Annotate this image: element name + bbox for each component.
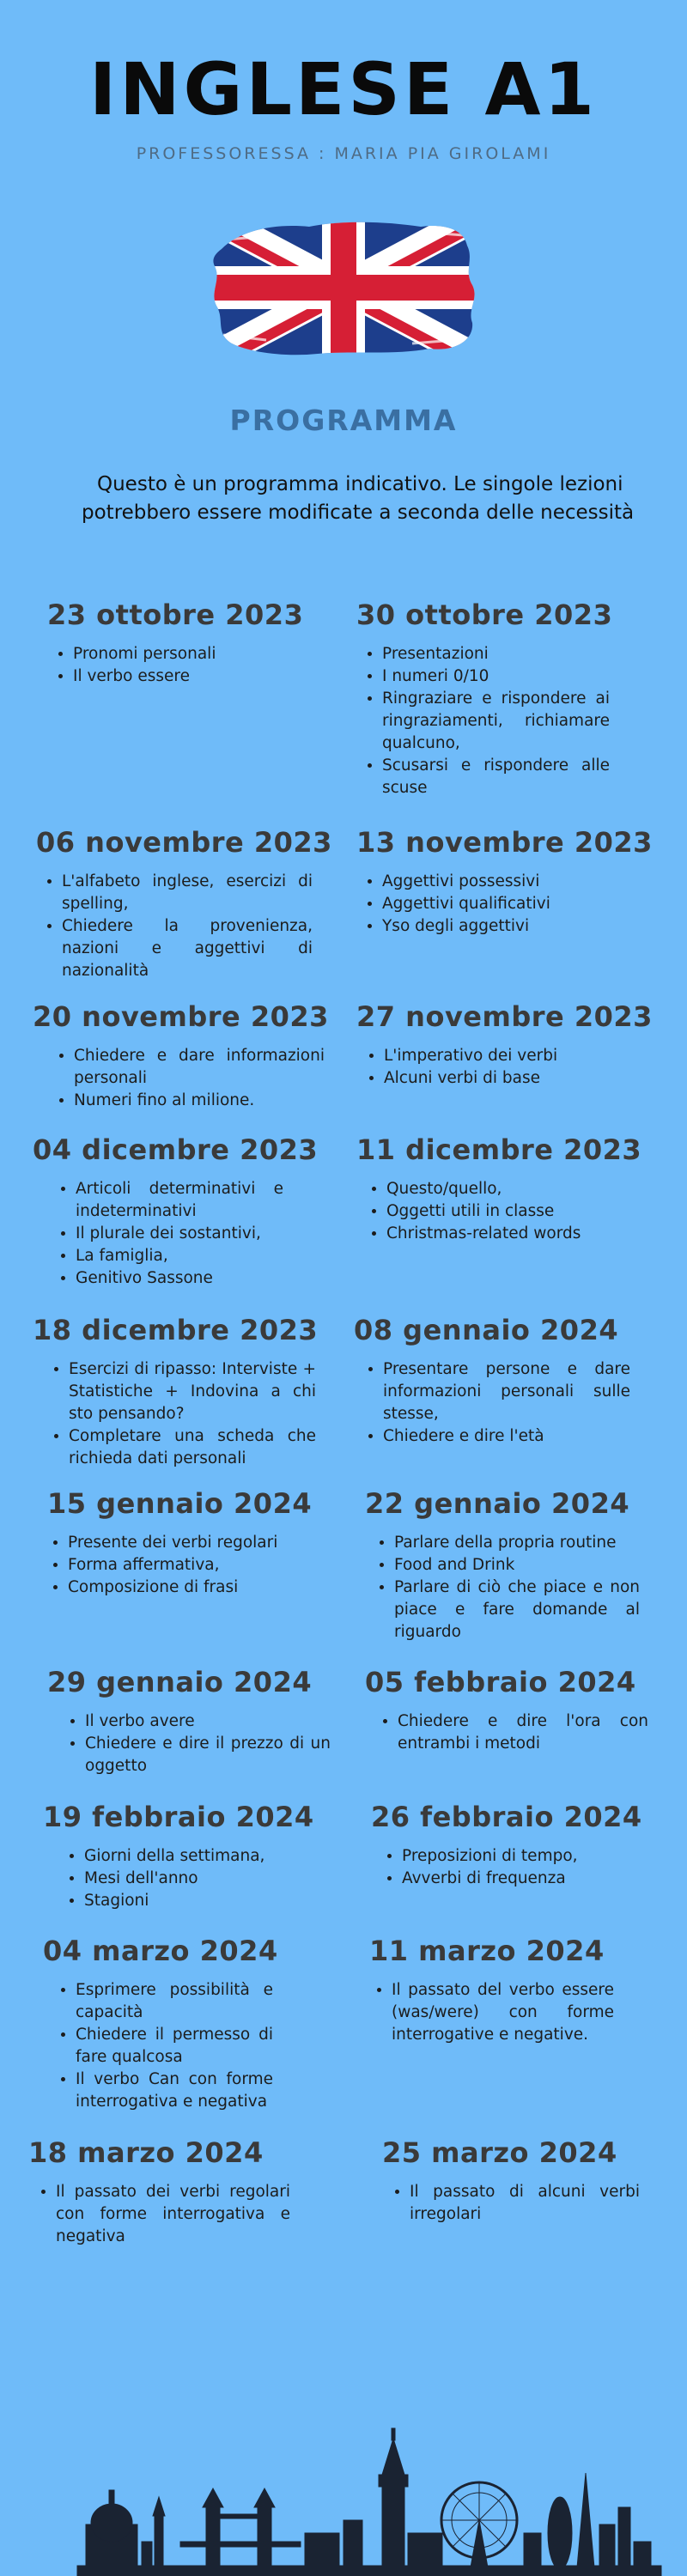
topic-item: • Chiedere e dare informazioni personali <box>74 1045 325 1090</box>
topic-item: • Ringraziare e rispondere ai ringraziamenti, richiamare qualcuno, <box>382 688 610 755</box>
topic-list <box>28 2181 290 2248</box>
lesson-date: 27 novembre 2023 <box>356 1000 653 1033</box>
topic-list <box>356 871 648 938</box>
topic-list <box>47 1710 331 1777</box>
topic-item: • Alcuni verbi di base <box>384 1067 648 1090</box>
lesson-card <box>47 1487 313 1599</box>
topic-item: • Presente dei verbi regolari <box>68 1532 313 1554</box>
lesson-card <box>356 826 653 938</box>
lesson-card <box>382 2136 640 2226</box>
intro-text <box>82 471 657 527</box>
lesson-date: 19 febbraio 2024 <box>43 1801 314 1833</box>
topic-item: • Il verbo avere <box>85 1710 331 1733</box>
lesson-date: 20 novembre 2023 <box>33 1000 329 1033</box>
lesson-card <box>369 1935 614 2046</box>
lesson-card <box>28 2136 290 2248</box>
topic-item: • Chiedere il permesso di fare qualcosa <box>76 2024 273 2069</box>
topic-list <box>36 871 313 982</box>
topic-item: • Parlare della propria routine <box>394 1532 640 1554</box>
intro-line-2: potrebbero essere modificate a seconda delle necessità <box>82 501 635 524</box>
topic-item: • Food and Drink <box>394 1554 640 1577</box>
topic-list <box>365 1532 640 1643</box>
lesson-date: 22 gennaio 2024 <box>365 1487 630 1520</box>
topic-item: • Numeri fino al milione. <box>74 1090 325 1112</box>
lesson-date: 29 gennaio 2024 <box>47 1666 313 1698</box>
topic-item: • Articoli determinativi e indeterminativi <box>76 1178 283 1223</box>
lesson-date: 18 marzo 2024 <box>28 2136 264 2169</box>
lesson-card <box>365 1487 640 1643</box>
topic-list <box>33 1045 325 1112</box>
topic-item: • Il verbo Can con forme interrogativa e negativa <box>76 2069 273 2113</box>
lesson-date: 15 gennaio 2024 <box>47 1487 313 1520</box>
topic-item: • Christmas-related words <box>386 1223 648 1245</box>
lesson-date: 08 gennaio 2024 <box>354 1314 619 1346</box>
lesson-date: 13 novembre 2023 <box>356 826 653 859</box>
topic-list <box>354 1358 630 1448</box>
lesson-card <box>47 1666 331 1777</box>
topic-item: • Aggettivi possessivi <box>382 871 648 893</box>
topic-item: • Questo/quello, <box>386 1178 648 1200</box>
topic-list <box>47 1532 313 1599</box>
lesson-card <box>356 1133 648 1245</box>
lesson-card <box>43 1935 278 2113</box>
lesson-date: 04 dicembre 2023 <box>33 1133 319 1166</box>
topic-item: • Scusarsi e rispondere alle scuse <box>382 755 610 799</box>
lesson-date: 05 febbraio 2024 <box>365 1666 636 1698</box>
topic-item: • Esprimere possibilità e capacità <box>76 1979 273 2024</box>
topic-item: • Presentare persone e dare informazioni personali sulle stesse, <box>383 1358 630 1425</box>
topic-item: • Mesi dell'anno <box>84 1868 313 1890</box>
topic-item: • Giorni della settimana, <box>84 1845 313 1868</box>
topic-item: • Il verbo essere <box>73 665 335 688</box>
topic-item: • I numeri 0/10 <box>382 665 610 688</box>
lesson-card <box>33 1133 319 1290</box>
topic-list <box>365 1710 648 1755</box>
lesson-date: 30 ottobre 2023 <box>356 598 613 631</box>
lesson-card <box>43 1801 313 1912</box>
topic-item: • Avverbi di frequenza <box>402 1868 646 1890</box>
lesson-card <box>356 598 613 799</box>
topic-list <box>382 2181 640 2226</box>
teacher-subtitle: PROFESSORESSA : MARIA PIA GIROLAMI <box>136 144 551 163</box>
lesson-card <box>47 598 335 688</box>
topic-item: • L'imperativo dei verbi <box>384 1045 648 1067</box>
topic-item: • Il plurale dei sostantivi, <box>76 1223 283 1245</box>
lesson-date: 04 marzo 2024 <box>43 1935 278 1967</box>
topic-list <box>356 1178 648 1245</box>
section-title: PROGRAMMA <box>229 404 458 437</box>
topic-list <box>369 1979 614 2046</box>
lesson-date: 11 marzo 2024 <box>369 1935 605 1967</box>
topic-item: • Forma affermativa, <box>68 1554 313 1577</box>
lesson-card <box>371 1801 646 1890</box>
lesson-card <box>356 1000 653 1090</box>
topic-list <box>33 1178 283 1290</box>
lesson-card <box>36 826 332 982</box>
topic-item: • Aggettivi qualificativi <box>382 893 648 915</box>
topic-item: • Chiedere e dire il prezzo di un oggetto <box>85 1733 331 1777</box>
lesson-card <box>33 1000 329 1112</box>
lesson-card <box>33 1314 319 1470</box>
topic-list <box>43 1845 313 1912</box>
topic-list <box>47 643 335 688</box>
lesson-date: 11 dicembre 2023 <box>356 1133 642 1166</box>
topic-item: • L'alfabeto inglese, esercizi di spelling, <box>62 871 313 915</box>
topic-item: • Yso degli aggettivi <box>382 915 648 938</box>
topic-item: • La famiglia, <box>76 1245 283 1267</box>
topic-item: • Preposizioni di tempo, <box>402 1845 646 1868</box>
lesson-date: 26 febbraio 2024 <box>371 1801 642 1833</box>
topic-item: • Parlare di ciò che piace e non piace e fare domande al riguardo <box>394 1577 640 1643</box>
lesson-date: 06 novembre 2023 <box>36 826 332 859</box>
topic-item: • Chiedere e dire l'età <box>383 1425 630 1448</box>
topic-list <box>356 1045 648 1090</box>
topic-item: • Pronomi personali <box>73 643 335 665</box>
lesson-date: 18 dicembre 2023 <box>33 1314 319 1346</box>
topic-item: • Stagioni <box>84 1890 313 1912</box>
topic-item: • Oggetti utili in classe <box>386 1200 648 1223</box>
intro-line-1: Questo è un programma indicativo. Le singole lezioni <box>97 473 623 495</box>
topic-list <box>371 1845 646 1890</box>
page-title: INGLESE A1 <box>89 47 598 131</box>
topic-item: • Il passato del verbo essere (was/were) con forme interrogative e negative. <box>392 1979 614 2046</box>
topic-item: • Completare una scheda che richieda dati personali <box>69 1425 316 1470</box>
topic-item: • Presentazioni <box>382 643 610 665</box>
topic-item: • Genitivo Sassone <box>76 1267 283 1290</box>
topic-list <box>33 1358 316 1470</box>
topic-item: • Chiedere la provenienza, nazioni e aggettivi di nazionalità <box>62 915 313 982</box>
lesson-date: 25 marzo 2024 <box>382 2136 617 2169</box>
uk-flag-icon <box>206 215 481 361</box>
topic-item: • Chiedere e dire l'ora con entrambi i metodi <box>398 1710 648 1755</box>
topic-list <box>356 643 610 799</box>
topic-list <box>43 1979 273 2113</box>
topic-item: • Il passato dei verbi regolari con forme interrogativa e negativa <box>56 2181 290 2248</box>
london-skyline-icon <box>0 2421 687 2576</box>
lesson-card <box>354 1314 630 1448</box>
lesson-date: 23 ottobre 2023 <box>47 598 304 631</box>
topic-item: • Composizione di frasi <box>68 1577 313 1599</box>
lesson-card <box>365 1666 648 1755</box>
topic-item: • Il passato di alcuni verbi irregolari <box>410 2181 640 2226</box>
topic-item: • Esercizi di ripasso: Interviste + Statistiche + Indovina a chi sto pensando? <box>69 1358 316 1425</box>
